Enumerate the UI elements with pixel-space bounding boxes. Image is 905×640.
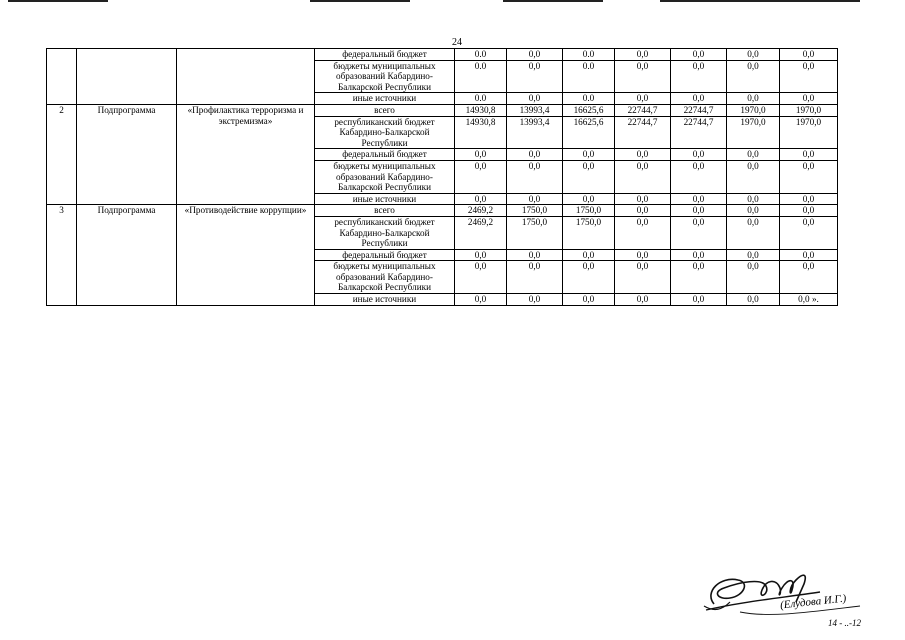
value-cell: 0,0 [780, 93, 838, 105]
value-cell: 0,0 [507, 93, 563, 105]
funding-source-cell: бюджеты муниципальных образований Кабардино-Балкарской Республики [315, 60, 455, 93]
value-cell: 0,0 [507, 160, 563, 193]
value-cell: 0,0 [671, 149, 727, 161]
value-cell: 1970,0 [780, 104, 838, 116]
value-cell: 2469,2 [455, 216, 507, 249]
subprogram-name: «Профилактика терроризма и экстремизма» [177, 104, 315, 204]
value-cell: 0,0 [615, 261, 671, 294]
value-cell: 0,0 [727, 93, 780, 105]
value-cell: 0,0 [615, 149, 671, 161]
subprogram-type: Подпрограмма [77, 104, 177, 204]
value-cell: 0,0 [615, 216, 671, 249]
value-cell: 0,0 [615, 193, 671, 205]
value-cell: 0,0 [615, 249, 671, 261]
value-cell: 16625,6 [563, 104, 615, 116]
name-cell [177, 49, 315, 105]
scan-top-line [8, 0, 108, 2]
value-cell: 0.0 [563, 93, 615, 105]
value-cell: 0,0 [455, 294, 507, 306]
value-cell: 0,0 [671, 249, 727, 261]
value-cell: 0,0 [671, 160, 727, 193]
value-cell: 14930,8 [455, 104, 507, 116]
value-cell: 0,0 [507, 249, 563, 261]
budget-table [46, 48, 838, 306]
table-row [47, 49, 838, 61]
value-cell: 0,0 [727, 216, 780, 249]
value-cell: 1750,0 [507, 216, 563, 249]
funding-source-cell: республиканский бюджет Кабардино-Балкарской Республики [315, 116, 455, 149]
value-cell: 0.0 [455, 60, 507, 93]
value-cell: 0,0 [727, 249, 780, 261]
subprogram-name: «Противодействие коррупции» [177, 205, 315, 305]
value-cell: 0,0 ». [780, 294, 838, 306]
type-cell [77, 49, 177, 105]
value-cell: 0,0 [563, 160, 615, 193]
value-cell: 22744,7 [615, 116, 671, 149]
value-cell: 0,0 [727, 149, 780, 161]
scan-top-line [503, 0, 603, 2]
value-cell: 0,0 [780, 193, 838, 205]
value-cell: 0,0 [615, 205, 671, 217]
value-cell: 0,0 [563, 294, 615, 306]
table-row [47, 205, 838, 217]
value-cell: 0,0 [671, 261, 727, 294]
funding-source-cell: иные источники [315, 294, 455, 306]
value-cell: 0,0 [727, 205, 780, 217]
funding-source-cell: федеральный бюджет [315, 149, 455, 161]
value-cell: 13993,4 [507, 116, 563, 149]
value-cell: 0,0 [507, 261, 563, 294]
funding-source-cell: федеральный бюджет [315, 249, 455, 261]
value-cell: 0.0 [563, 49, 615, 61]
value-cell: 22744,7 [671, 104, 727, 116]
scan-top-line [660, 0, 860, 2]
value-cell: 0.0 [455, 49, 507, 61]
funding-source-cell: всего [315, 104, 455, 116]
value-cell: 0,0 [563, 149, 615, 161]
value-cell: 0,0 [727, 60, 780, 93]
value-cell: 1970,0 [780, 116, 838, 149]
value-cell: 0,0 [615, 294, 671, 306]
funding-source-cell: бюджеты муниципальных образований Кабардино-Балкарской Республики [315, 160, 455, 193]
value-cell: 0,0 [671, 93, 727, 105]
signature-name: (Елудова И.Г.) [779, 592, 847, 612]
table-row [47, 104, 838, 116]
value-cell: 14930,8 [455, 116, 507, 149]
value-cell: 0,0 [563, 261, 615, 294]
subprogram-number: 3 [47, 205, 77, 305]
value-cell: 0,0 [780, 49, 838, 61]
value-cell: 0,0 [455, 261, 507, 294]
value-cell: 0,0 [727, 160, 780, 193]
value-cell: 0,0 [780, 149, 838, 161]
value-cell: 0,0 [671, 294, 727, 306]
value-cell: 1750,0 [563, 205, 615, 217]
value-cell: 0,0 [455, 249, 507, 261]
value-cell: 0,0 [507, 60, 563, 93]
value-cell: 0,0 [671, 216, 727, 249]
value-cell: 1750,0 [507, 205, 563, 217]
value-cell: 0,0 [507, 49, 563, 61]
value-cell: 0,0 [727, 261, 780, 294]
value-cell: 16625,6 [563, 116, 615, 149]
value-cell: 2469,2 [455, 205, 507, 217]
funding-source-cell: федеральный бюджет [315, 49, 455, 61]
value-cell: 0,0 [671, 193, 727, 205]
funding-source-cell: иные источники [315, 193, 455, 205]
value-cell: 0,0 [563, 193, 615, 205]
scan-top-line [310, 0, 410, 2]
value-cell: 0,0 [780, 249, 838, 261]
number-cell [47, 49, 77, 105]
value-cell: 0,0 [671, 60, 727, 93]
value-cell: 0,0 [507, 294, 563, 306]
value-cell: 0,0 [507, 149, 563, 161]
value-cell: 0.0 [563, 60, 615, 93]
value-cell: 1970,0 [727, 116, 780, 149]
funding-source-cell: бюджеты муниципальных образований Кабардино-Балкарской Республики [315, 261, 455, 294]
value-cell: 0,0 [727, 49, 780, 61]
value-cell: 0.0 [455, 93, 507, 105]
value-cell: 0,0 [780, 216, 838, 249]
subprogram-type: Подпрограмма [77, 205, 177, 305]
value-cell: 1970,0 [727, 104, 780, 116]
value-cell: 0,0 [780, 261, 838, 294]
value-cell: 0,0 [455, 160, 507, 193]
value-cell: 0,0 [780, 205, 838, 217]
funding-source-cell: всего [315, 205, 455, 217]
value-cell: 0,0 [780, 160, 838, 193]
funding-source-cell: республиканский бюджет Кабардино-Балкарской Республики [315, 216, 455, 249]
value-cell: 0,0 [671, 49, 727, 61]
value-cell: 1750,0 [563, 216, 615, 249]
value-cell: 0,0 [615, 93, 671, 105]
page-number: 24 [452, 37, 462, 48]
value-cell: 13993,4 [507, 104, 563, 116]
subprogram-number: 2 [47, 104, 77, 204]
value-cell: 22744,7 [671, 116, 727, 149]
value-cell: 0,0 [563, 249, 615, 261]
value-cell: 0,0 [615, 60, 671, 93]
value-cell: 0,0 [727, 294, 780, 306]
value-cell: 0,0 [615, 49, 671, 61]
value-cell: 0,0 [780, 60, 838, 93]
signature-date: 14 - ..-12 [828, 618, 861, 628]
funding-source-cell: иные источники [315, 93, 455, 105]
value-cell: 22744,7 [615, 104, 671, 116]
value-cell: 0,0 [455, 193, 507, 205]
value-cell: 0,0 [507, 193, 563, 205]
value-cell: 0,0 [671, 205, 727, 217]
value-cell: 0,0 [455, 149, 507, 161]
value-cell: 0,0 [615, 160, 671, 193]
value-cell: 0,0 [727, 193, 780, 205]
